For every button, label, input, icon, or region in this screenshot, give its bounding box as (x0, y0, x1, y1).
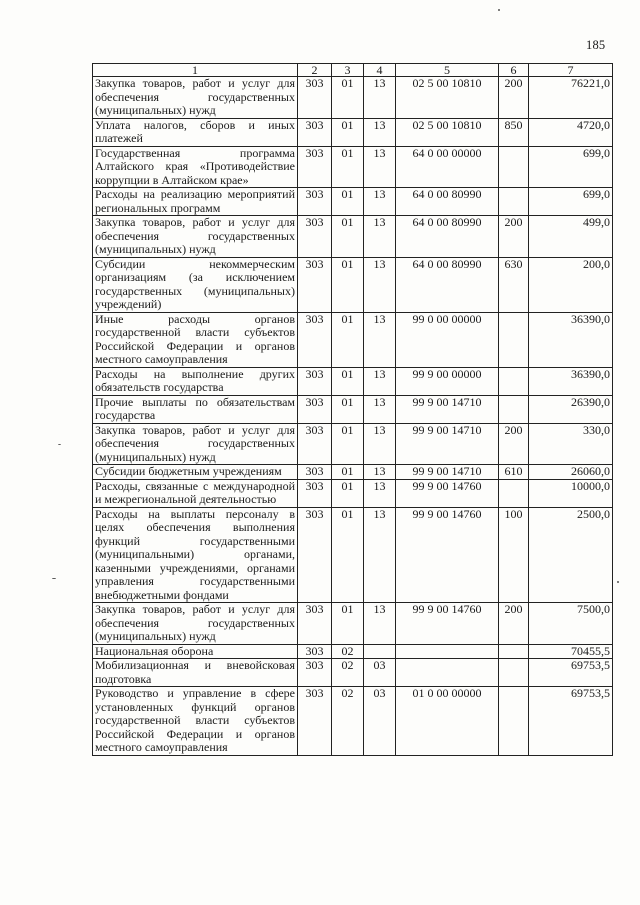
table-row (93, 659, 613, 687)
subsection-code-cell: 13 (364, 257, 396, 312)
subsection-code-cell: 03 (364, 687, 396, 756)
section-code-cell: 01 (332, 312, 364, 367)
admin-code-cell: 303 (298, 479, 332, 507)
table-row (93, 479, 613, 507)
subsection-code-cell: 13 (364, 367, 396, 395)
expense-name-cell: Закупка товаров, работ и услуг для обеспечения государственных (муниципальных) нужд (93, 603, 298, 645)
expense-name-cell: Закупка товаров, работ и услуг для обеспечения государственных (муниципальных) нужд (93, 216, 298, 258)
subsection-code-cell: 13 (364, 603, 396, 645)
target-article-cell: 99 0 00 00000 (396, 312, 499, 367)
target-article-cell: 99 9 00 14760 (396, 507, 499, 603)
target-article-cell: 64 0 00 80990 (396, 216, 499, 258)
section-code-cell: 01 (332, 257, 364, 312)
expense-name-cell: Субсидии бюджетным учреждениям (93, 465, 298, 480)
section-code-cell: 01 (332, 465, 364, 480)
amount-cell: 69753,5 (529, 687, 613, 756)
expense-name-cell: Прочие выплаты по обязательствам государства (93, 395, 298, 423)
subsection-code-cell (364, 644, 396, 659)
section-code-cell: 01 (332, 146, 364, 188)
admin-code-cell: 303 (298, 367, 332, 395)
amount-cell: 76221,0 (529, 77, 613, 119)
amount-cell: 2500,0 (529, 507, 613, 603)
admin-code-cell: 303 (298, 659, 332, 687)
section-code-cell: 01 (332, 423, 364, 465)
scan-speck (58, 444, 61, 445)
table-row (93, 507, 613, 603)
admin-code-cell: 303 (298, 395, 332, 423)
subsection-code-cell: 03 (364, 659, 396, 687)
admin-code-cell: 303 (298, 257, 332, 312)
target-article-cell (396, 644, 499, 659)
target-article-cell: 64 0 00 00000 (396, 146, 499, 188)
target-article-cell: 99 9 00 14710 (396, 465, 499, 480)
expense-name-cell: Расходы на реализацию мероприятий региональных программ (93, 188, 298, 216)
target-article-cell: 99 9 00 14710 (396, 395, 499, 423)
column-header-6: 6 (499, 64, 529, 77)
subsection-code-cell: 13 (364, 188, 396, 216)
expense-type-cell (499, 312, 529, 367)
admin-code-cell: 303 (298, 603, 332, 645)
subsection-code-cell: 13 (364, 423, 396, 465)
table-row (93, 146, 613, 188)
amount-cell: 10000,0 (529, 479, 613, 507)
admin-code-cell: 303 (298, 216, 332, 258)
expense-name-cell: Расходы, связанные с международной и межрегиональной деятельностью (93, 479, 298, 507)
section-code-cell: 01 (332, 603, 364, 645)
amount-cell: 70455,5 (529, 644, 613, 659)
section-code-cell: 01 (332, 507, 364, 603)
expense-type-cell (499, 659, 529, 687)
table-row (93, 118, 613, 146)
expense-name-cell: Уплата налогов, сборов и иных платежей (93, 118, 298, 146)
target-article-cell: 99 9 00 14760 (396, 479, 499, 507)
table-row (93, 603, 613, 645)
column-header-1: 1 (93, 64, 298, 77)
target-article-cell (396, 659, 499, 687)
subsection-code-cell: 13 (364, 479, 396, 507)
table-row (93, 367, 613, 395)
scan-speck (52, 578, 56, 579)
section-code-cell: 02 (332, 687, 364, 756)
section-code-cell: 02 (332, 659, 364, 687)
subsection-code-cell: 13 (364, 312, 396, 367)
admin-code-cell: 303 (298, 465, 332, 480)
expense-type-cell: 100 (499, 507, 529, 603)
expense-type-cell: 200 (499, 77, 529, 119)
column-header-2: 2 (298, 64, 332, 77)
admin-code-cell: 303 (298, 312, 332, 367)
admin-code-cell: 303 (298, 146, 332, 188)
subsection-code-cell: 13 (364, 146, 396, 188)
column-header-4: 4 (364, 64, 396, 77)
expense-type-cell (499, 367, 529, 395)
table-row (93, 312, 613, 367)
amount-cell: 330,0 (529, 423, 613, 465)
expense-type-cell (499, 644, 529, 659)
target-article-cell: 02 5 00 10810 (396, 77, 499, 119)
expense-type-cell (499, 395, 529, 423)
expense-name-cell: Национальная оборона (93, 644, 298, 659)
table-row (93, 395, 613, 423)
target-article-cell: 02 5 00 10810 (396, 118, 499, 146)
table-row (93, 644, 613, 659)
amount-cell: 200,0 (529, 257, 613, 312)
amount-cell: 26060,0 (529, 465, 613, 480)
subsection-code-cell: 13 (364, 395, 396, 423)
table-row (93, 423, 613, 465)
column-header-3: 3 (332, 64, 364, 77)
target-article-cell: 99 9 00 14760 (396, 603, 499, 645)
subsection-code-cell: 13 (364, 216, 396, 258)
section-code-cell: 01 (332, 216, 364, 258)
expense-name-cell: Расходы на выплаты персоналу в целях обеспечения выполнения функций государственными (муниципальными) органами, казенными учреждениями, органами управления государственными внебюджетными фондами (93, 507, 298, 603)
section-code-cell: 01 (332, 395, 364, 423)
admin-code-cell: 303 (298, 77, 332, 119)
column-header-5: 5 (396, 64, 499, 77)
expense-name-cell: Закупка товаров, работ и услуг для обеспечения государственных (муниципальных) нужд (93, 77, 298, 119)
table-row (93, 257, 613, 312)
section-code-cell: 01 (332, 118, 364, 146)
table-header-row (93, 64, 613, 77)
amount-cell: 26390,0 (529, 395, 613, 423)
expense-type-cell: 610 (499, 465, 529, 480)
expense-name-cell: Руководство и управление в сфере установленных функций органов государственной власти субъектов Российской Федерации и органов местного самоуправления (93, 687, 298, 756)
expense-name-cell: Государственная программа Алтайского края «Противодействие коррупции в Алтайском крае» (93, 146, 298, 188)
expense-name-cell: Субсидии некоммерческим организациям (за исключением государственных (муниципальных) учреждений) (93, 257, 298, 312)
expense-type-cell: 200 (499, 423, 529, 465)
admin-code-cell: 303 (298, 423, 332, 465)
expense-name-cell: Закупка товаров, работ и услуг для обеспечения государственных (муниципальных) нужд (93, 423, 298, 465)
subsection-code-cell: 13 (364, 507, 396, 603)
budget-table (92, 63, 613, 756)
section-code-cell: 01 (332, 188, 364, 216)
table-row (93, 77, 613, 119)
section-code-cell: 01 (332, 77, 364, 119)
scan-speck (617, 581, 619, 583)
target-article-cell: 99 9 00 00000 (396, 367, 499, 395)
scan-speck (498, 9, 500, 11)
expense-type-cell: 850 (499, 118, 529, 146)
subsection-code-cell: 13 (364, 465, 396, 480)
target-article-cell: 64 0 00 80990 (396, 257, 499, 312)
admin-code-cell: 303 (298, 188, 332, 216)
column-header-7: 7 (529, 64, 613, 77)
expense-type-cell (499, 687, 529, 756)
amount-cell: 4720,0 (529, 118, 613, 146)
expense-type-cell: 200 (499, 216, 529, 258)
amount-cell: 699,0 (529, 188, 613, 216)
expense-type-cell (499, 479, 529, 507)
table-body (93, 77, 613, 756)
section-code-cell: 02 (332, 644, 364, 659)
target-article-cell: 99 9 00 14710 (396, 423, 499, 465)
section-code-cell: 01 (332, 479, 364, 507)
section-code-cell: 01 (332, 367, 364, 395)
expense-name-cell: Иные расходы органов государственной власти субъектов Российской Федерации и органов местного самоуправления (93, 312, 298, 367)
target-article-cell: 64 0 00 80990 (396, 188, 499, 216)
admin-code-cell: 303 (298, 644, 332, 659)
expense-type-cell (499, 188, 529, 216)
table-row (93, 216, 613, 258)
amount-cell: 699,0 (529, 146, 613, 188)
expense-type-cell: 630 (499, 257, 529, 312)
admin-code-cell: 303 (298, 507, 332, 603)
amount-cell: 7500,0 (529, 603, 613, 645)
amount-cell: 69753,5 (529, 659, 613, 687)
target-article-cell: 01 0 00 00000 (396, 687, 499, 756)
amount-cell: 36390,0 (529, 367, 613, 395)
table-row (93, 687, 613, 756)
table-row (93, 465, 613, 480)
expense-type-cell: 200 (499, 603, 529, 645)
subsection-code-cell: 13 (364, 118, 396, 146)
expense-name-cell: Мобилизационная и вневойсковая подготовка (93, 659, 298, 687)
amount-cell: 499,0 (529, 216, 613, 258)
subsection-code-cell: 13 (364, 77, 396, 119)
amount-cell: 36390,0 (529, 312, 613, 367)
admin-code-cell: 303 (298, 687, 332, 756)
page-number: 185 (586, 38, 606, 52)
admin-code-cell: 303 (298, 118, 332, 146)
expense-type-cell (499, 146, 529, 188)
expense-name-cell: Расходы на выполнение других обязательств государства (93, 367, 298, 395)
table-row (93, 188, 613, 216)
